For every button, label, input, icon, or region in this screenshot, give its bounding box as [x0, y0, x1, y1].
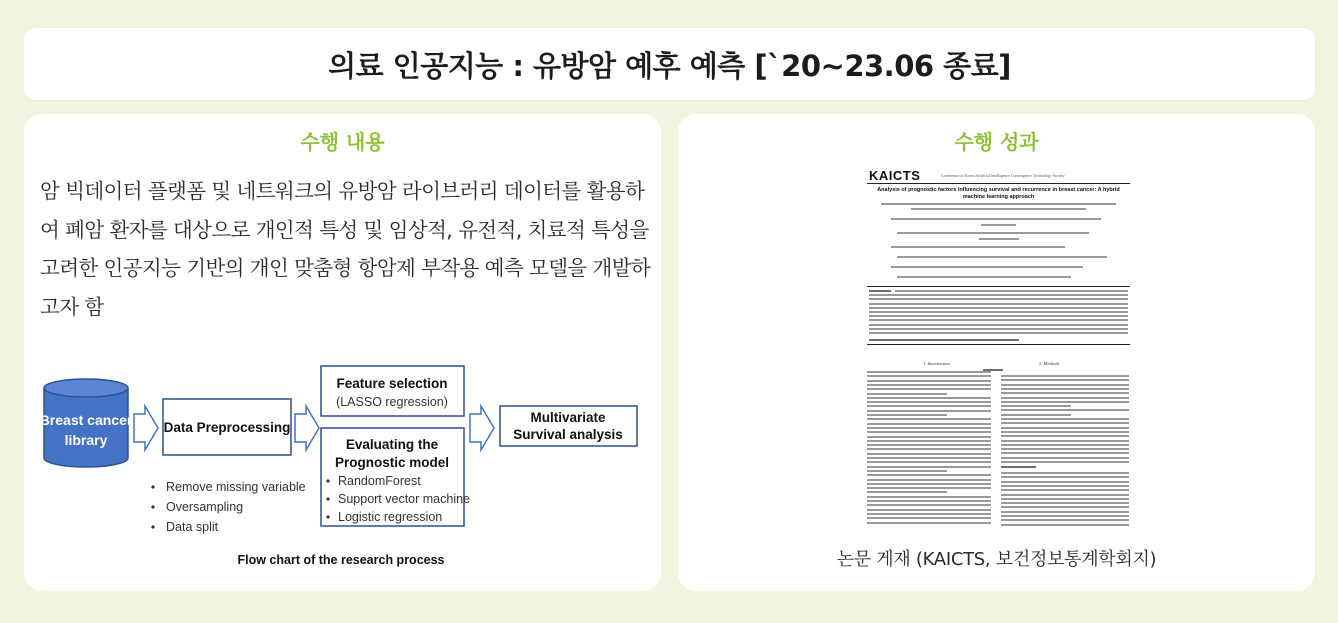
output-line-2: Survival analysis [513, 427, 623, 442]
paper-text-line [867, 491, 947, 493]
paper-text-line [1001, 384, 1129, 386]
divider [867, 344, 1130, 345]
paper-text-line [867, 414, 947, 416]
research-flowchart [24, 114, 661, 591]
preprocess-step: Oversampling [166, 500, 244, 514]
publication-caption: 논문 게재 (KAICTS, 보건정보통계학회지) [836, 549, 1157, 570]
paper-text-line [869, 319, 1128, 321]
arrow-icon [295, 406, 319, 450]
output-line-1: Multivariate [530, 410, 606, 425]
paper-text-line [1001, 481, 1129, 483]
paper-text-line [1001, 498, 1129, 500]
paper-text-line [911, 208, 1086, 210]
paper-text-line [869, 290, 891, 292]
paper-text-line [869, 298, 1128, 300]
paper-text-line [1001, 388, 1129, 390]
paper-text-line [897, 276, 1071, 278]
paper-text-line [891, 246, 1065, 248]
model-item: RandomForest [338, 474, 421, 488]
paper-text-line [867, 496, 991, 498]
paper-text-line [895, 290, 1128, 292]
flowchart-caption: Flow chart of the research process [237, 553, 445, 567]
paper-text-line [867, 461, 991, 463]
paper-text-line [867, 470, 947, 472]
paper-text-line [867, 479, 991, 481]
paper-text-line [867, 436, 991, 438]
paper-text-line [1001, 489, 1129, 491]
preprocess-steps [151, 480, 305, 534]
paper-text-line [867, 384, 991, 386]
paper-text-line [979, 238, 1019, 240]
paper-text-line [1001, 524, 1129, 526]
paper-text-line [1001, 405, 1071, 407]
title-bar [24, 28, 1315, 100]
paper-text-line [867, 444, 991, 446]
paper-text-line [1001, 435, 1129, 437]
paper-text-line [867, 431, 991, 433]
work-description: 암 빅데이터 플랫폼 및 네트워크의 유방암 라이브러리 데이터를 활용하여 폐암 환자를 대상으로 개인적 특성 및 임상적, 유전적, 치료적 특성을 고려한 인공지능 기반의 개인 맞춤형 항암제 부작용 예측 모델을 개발하고자 함 [40, 179, 651, 319]
paper-text-line [869, 332, 1128, 334]
paper-text-line [867, 522, 991, 524]
paper-text-line [881, 203, 1116, 205]
paper-text-line [867, 448, 991, 450]
paper-text-line [1001, 431, 1129, 433]
paper-text-line [891, 218, 1101, 220]
paper-text-line [1001, 418, 1129, 420]
paper-text-line [867, 474, 991, 476]
paper-text-line [867, 504, 991, 506]
paper-text-line [867, 517, 991, 519]
source-line-1: Breast cancer [39, 412, 133, 428]
journal-logo: KAICTS [869, 168, 921, 183]
model-title-line-1: Evaluating the [345, 437, 439, 452]
paper-text-line [897, 256, 1107, 258]
paper-text-line [891, 266, 1083, 268]
preprocess-label: Data Preprocessing [163, 420, 291, 435]
paper-text-line [1001, 485, 1129, 487]
paper-text-line [867, 380, 991, 382]
paper-text-line [867, 483, 991, 485]
paper-text-line [1001, 448, 1129, 450]
results-card [678, 114, 1315, 591]
model-title-line-2: Prognostic model [334, 455, 450, 470]
paper-text-line [867, 375, 991, 377]
paper-text-line [1001, 440, 1129, 442]
paper-text-line [867, 401, 991, 403]
feature-selection-subtitle: (LASSO regression) [336, 395, 448, 409]
paper-thumbnail [861, 162, 1136, 534]
paper-text-line [867, 418, 991, 420]
paper-text-line [867, 457, 991, 459]
model-item: Support vector machine [338, 492, 471, 506]
paper-text-line [1001, 414, 1071, 416]
paper-text-line [1001, 466, 1036, 468]
source-line-2: library [64, 432, 108, 448]
paper-text-line [1001, 452, 1129, 454]
model-item: Logistic regression [338, 510, 443, 524]
results-heading: 수행 성과 [954, 130, 1039, 154]
section-methods-heading: 2. Methods [1039, 361, 1060, 366]
paper-text-line [867, 500, 991, 502]
conference-name: Conference of Korea Artificial Intelligence Convergence Technology Society [941, 173, 1065, 178]
paper-text-line [869, 315, 1128, 317]
paper-text-line [869, 294, 1128, 296]
paper-text-line [1001, 476, 1129, 478]
paper-text-line [1001, 427, 1129, 429]
paper-text-line [869, 303, 1128, 305]
divider [867, 183, 1130, 184]
paper-text-line [1001, 472, 1129, 474]
paper-text-line [1001, 444, 1129, 446]
preprocess-step: Remove missing variable [166, 480, 306, 494]
page-title: 의료 인공지능 : 유방암 예후 예측 [`20~23.06 종료] [328, 48, 1011, 83]
paper-text-line [897, 232, 1089, 234]
paper-text-line [1001, 519, 1129, 521]
paper-text-line [867, 427, 991, 429]
section-intro-heading: 1. Introduction [923, 361, 950, 366]
paper-text-line [1001, 502, 1129, 504]
paper-text-line [869, 307, 1128, 309]
paper-text-line [1001, 457, 1129, 459]
paper-text-line [1001, 515, 1129, 517]
paper-text-line [869, 324, 1128, 326]
arrow-icon [470, 406, 494, 450]
paper-text-line [867, 397, 991, 399]
paper-text-line [1001, 494, 1129, 496]
preprocess-step: Data split [166, 520, 219, 534]
paper-text-line [1001, 397, 1129, 399]
paper-text-line [981, 224, 1016, 226]
paper-text-line [869, 328, 1128, 330]
paper-text-line [869, 339, 1019, 341]
breast-cancer-library-cylinder [40, 379, 133, 467]
paper-text-line [867, 487, 991, 489]
paper-text-line [867, 371, 991, 373]
paper-text-line [867, 440, 991, 442]
paper-text-line [867, 423, 991, 425]
paper-text-line [867, 410, 991, 412]
work-content-card [24, 114, 661, 591]
arrow-icon [134, 406, 158, 450]
paper-text-line [1001, 375, 1129, 377]
paper-text-line [1001, 409, 1129, 411]
paper-text-line [1001, 401, 1129, 403]
paper-title: Analysis of prognostic factors influencing survival and recurrence in breast cancer: A hybrid machine learning approach [877, 187, 1120, 200]
paper-text-line [1001, 511, 1129, 513]
divider [867, 286, 1130, 287]
paper-text-line [867, 388, 991, 390]
paper-text-line [867, 466, 991, 468]
paper-text-line [867, 509, 991, 511]
paper-text-line [867, 393, 947, 395]
paper-text-line [1001, 379, 1129, 381]
paper-text-line [869, 311, 1128, 313]
paper-text-line [983, 369, 1003, 371]
paper-text-line [1001, 461, 1129, 463]
paper-text-line [867, 405, 991, 407]
paper-text-line [867, 453, 991, 455]
paper-text-line [1001, 422, 1129, 424]
paper-text-line [1001, 506, 1129, 508]
work-content-heading: 수행 내용 [300, 130, 385, 154]
feature-selection-title: Feature selection [336, 376, 448, 391]
paper-text-line [1001, 392, 1129, 394]
paper-text-line [867, 513, 991, 515]
